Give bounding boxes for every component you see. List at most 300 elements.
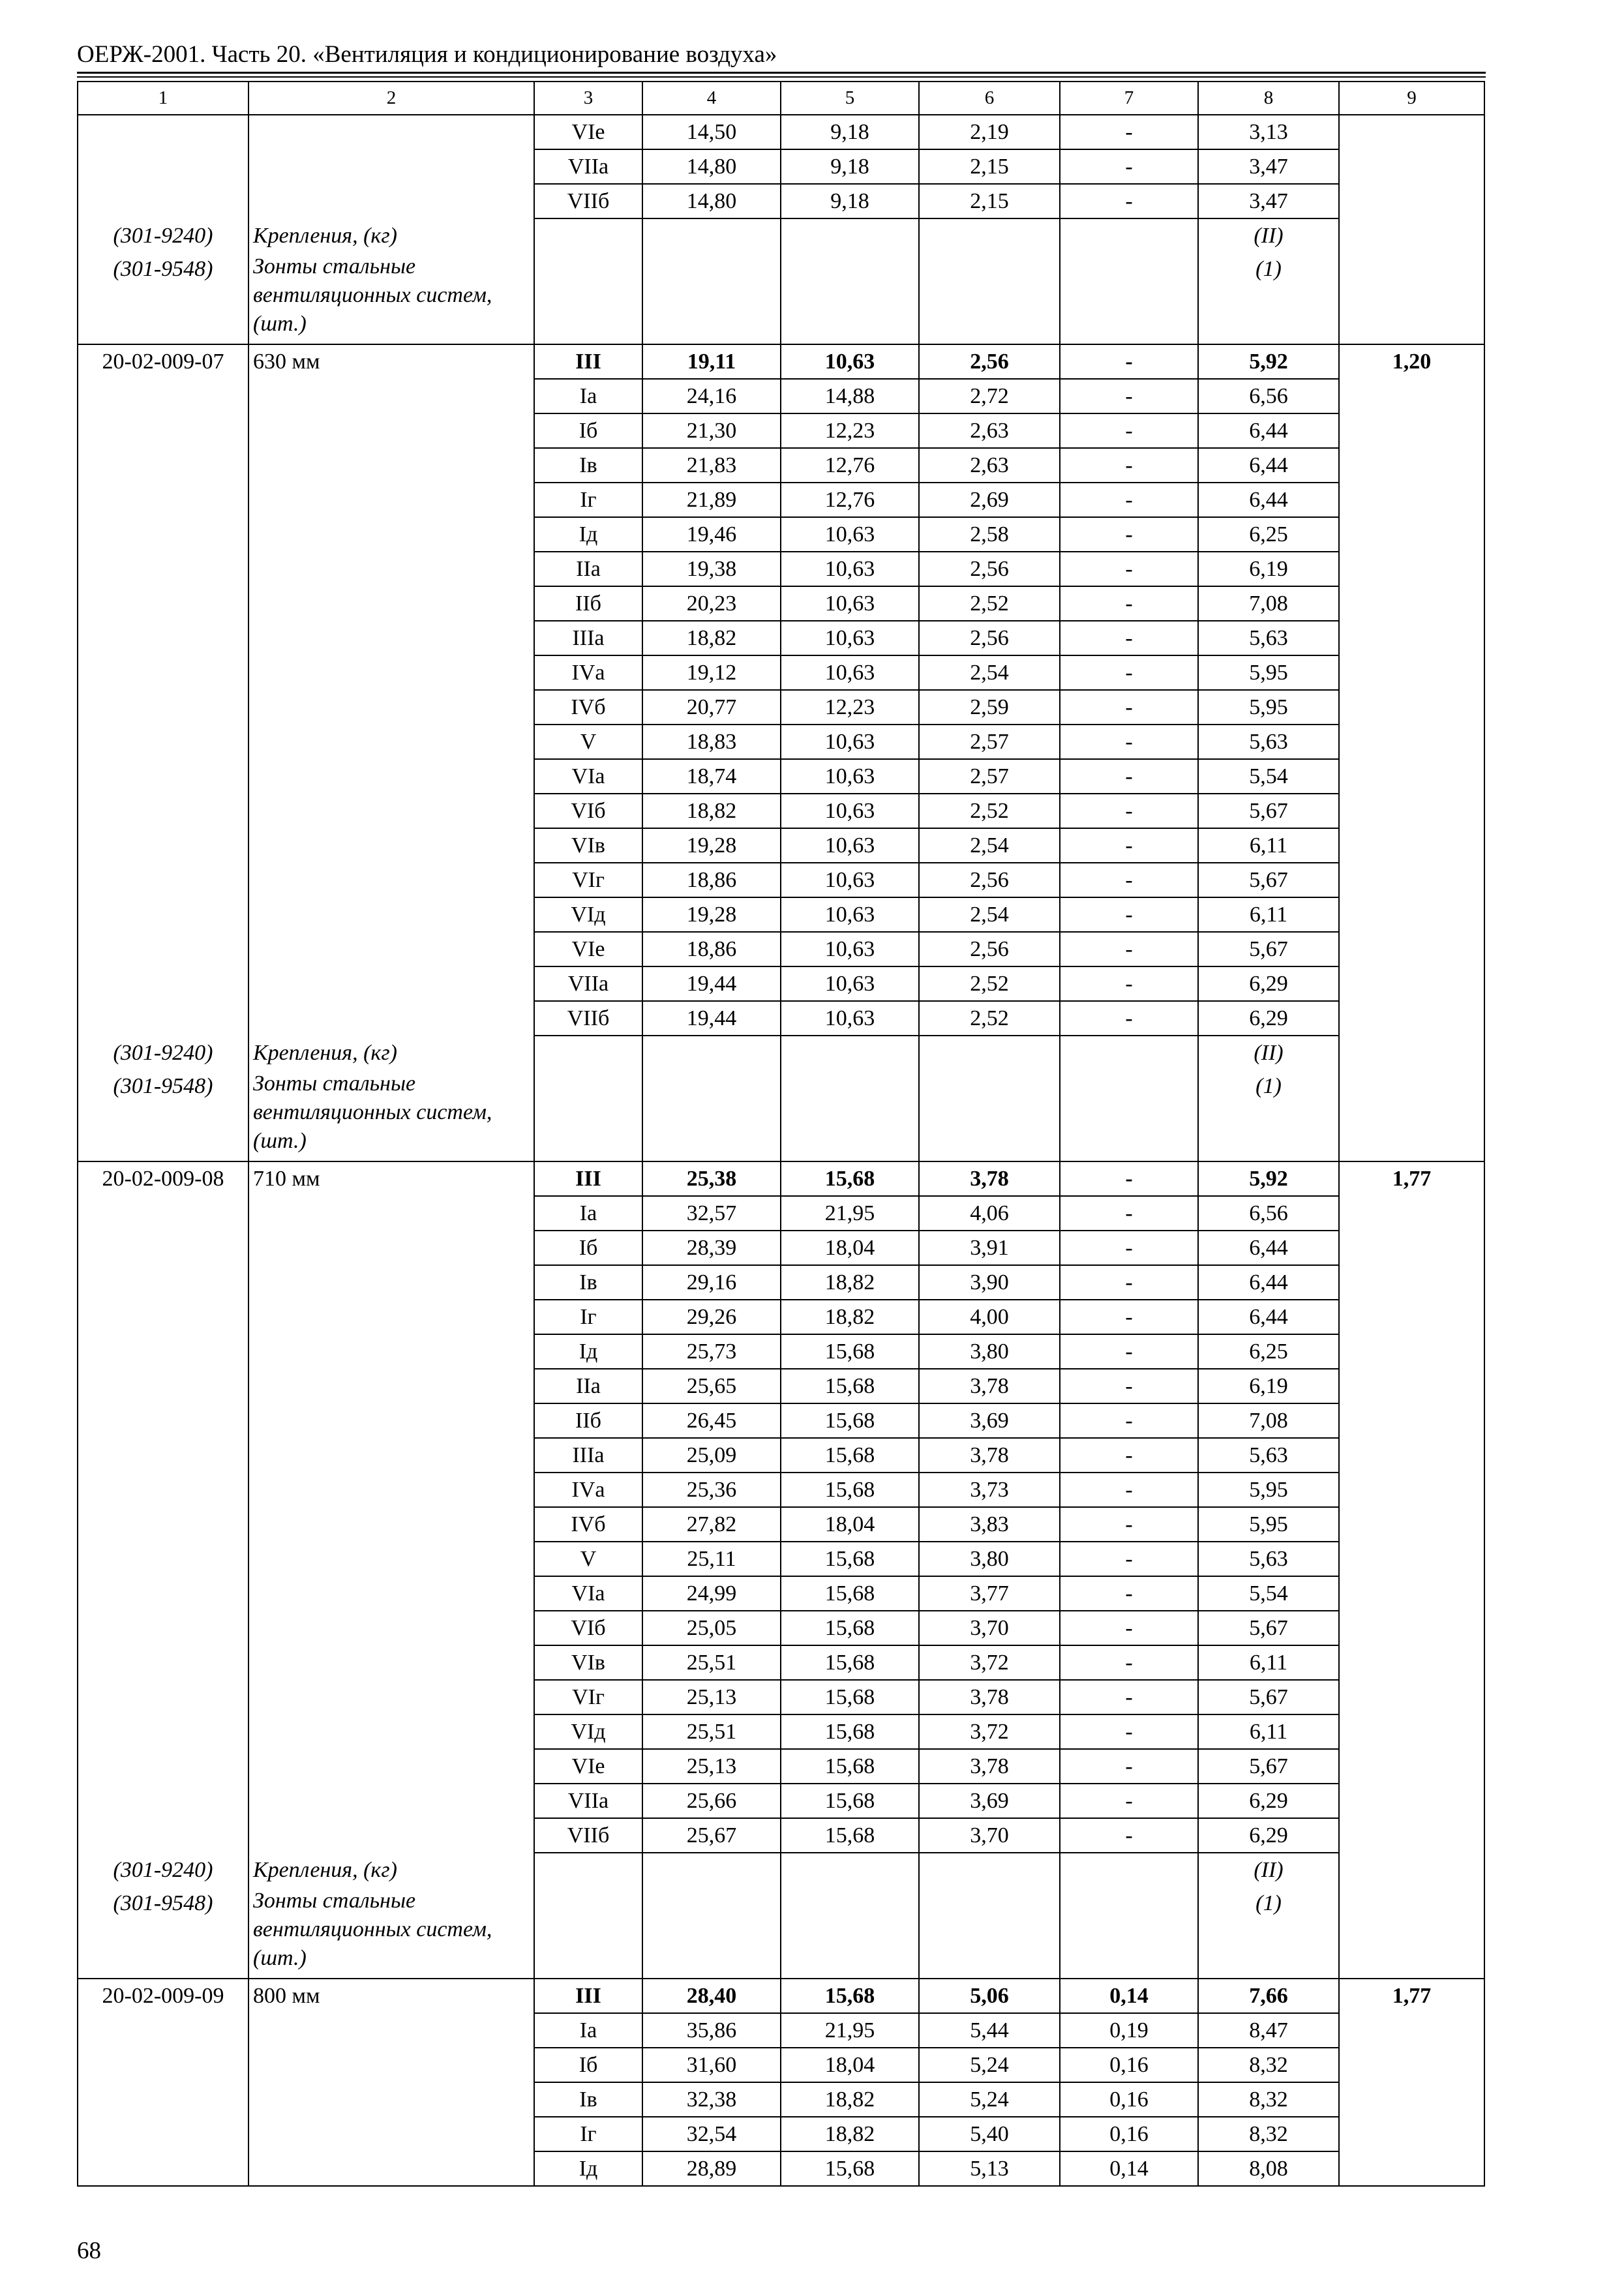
resource-name: Зонты стальные вентиляционных систем, (шт.) bbox=[253, 1889, 492, 1970]
value-cell: 3,83 bbox=[919, 1507, 1060, 1542]
value-cell: 2,15 bbox=[919, 149, 1060, 184]
value-cell: 5,54 bbox=[1198, 1576, 1339, 1611]
value-cell: 9,18 bbox=[781, 149, 919, 184]
zone-cell: VIг bbox=[534, 1680, 642, 1714]
zone-cell: VIа bbox=[534, 1576, 642, 1611]
zone-cell: Iб bbox=[534, 2048, 642, 2082]
zone-cell: V bbox=[534, 1542, 642, 1576]
zone-cell: VIIа bbox=[534, 1784, 642, 1818]
value-cell: 2,56 bbox=[919, 552, 1060, 586]
value-cell: 6,44 bbox=[1198, 1231, 1339, 1265]
zone-cell: IVб bbox=[534, 1507, 642, 1542]
value-cell: 3,69 bbox=[919, 1403, 1060, 1438]
resource-mark: (II) bbox=[1198, 1036, 1339, 1070]
value-cell: 15,68 bbox=[781, 1403, 919, 1438]
value-cell: - bbox=[1060, 1611, 1198, 1645]
empty-cell bbox=[642, 1887, 781, 1979]
value-cell: 0,14 bbox=[1060, 2151, 1198, 2186]
empty-cell bbox=[781, 1853, 919, 1887]
value-cell: 2,15 bbox=[919, 184, 1060, 218]
value-cell: - bbox=[1060, 828, 1198, 863]
value-cell: 32,57 bbox=[642, 1196, 781, 1231]
value-cell: 18,86 bbox=[642, 863, 781, 897]
zone-cell: Iг bbox=[534, 2117, 642, 2151]
value-cell: 5,24 bbox=[919, 2048, 1060, 2082]
zone-cell: VIв bbox=[534, 1645, 642, 1680]
value-cell: 6,11 bbox=[1198, 1645, 1339, 1680]
value-cell: 6,29 bbox=[1198, 1001, 1339, 1036]
value-cell: 29,16 bbox=[642, 1265, 781, 1300]
value-cell: - bbox=[1060, 1749, 1198, 1784]
value-cell: 3,13 bbox=[1198, 115, 1339, 149]
value-cell: 5,67 bbox=[1198, 932, 1339, 966]
value-cell: 25,51 bbox=[642, 1714, 781, 1749]
zone-cell: VIд bbox=[534, 1714, 642, 1749]
value-cell: 15,68 bbox=[781, 1611, 919, 1645]
empty-cell bbox=[534, 218, 642, 252]
zone-cell: Iг bbox=[534, 1300, 642, 1334]
column-number: 6 bbox=[919, 82, 1060, 115]
value-cell: 15,68 bbox=[781, 1542, 919, 1576]
value-cell: 19,11 bbox=[642, 344, 781, 379]
zone-cell: VIе bbox=[534, 115, 642, 149]
value-cell: 18,82 bbox=[642, 794, 781, 828]
value-cell: 2,63 bbox=[919, 413, 1060, 448]
value-cell: 3,70 bbox=[919, 1611, 1060, 1645]
value-cell: 15,68 bbox=[781, 1645, 919, 1680]
resource-mark: (1) bbox=[1198, 1070, 1339, 1161]
value-cell: - bbox=[1060, 552, 1198, 586]
zone-cell: IIа bbox=[534, 552, 642, 586]
column-number: 8 bbox=[1198, 82, 1339, 115]
factor-cell: 1,77 bbox=[1339, 1161, 1484, 1979]
value-cell: 2,52 bbox=[919, 1001, 1060, 1036]
value-cell: - bbox=[1060, 1231, 1198, 1265]
value-cell: 15,68 bbox=[781, 2151, 919, 2186]
factor-cell: 1,77 bbox=[1339, 1979, 1484, 2186]
value-cell: - bbox=[1060, 413, 1198, 448]
value-cell: 25,13 bbox=[642, 1680, 781, 1714]
value-cell: 10,63 bbox=[781, 932, 919, 966]
value-cell: - bbox=[1060, 1473, 1198, 1507]
value-cell: 25,05 bbox=[642, 1611, 781, 1645]
value-cell: 6,19 bbox=[1198, 552, 1339, 586]
value-cell: - bbox=[1060, 149, 1198, 184]
value-cell: 25,13 bbox=[642, 1749, 781, 1784]
value-cell: 15,68 bbox=[781, 1369, 919, 1403]
value-cell: 6,44 bbox=[1198, 1265, 1339, 1300]
value-cell: 10,63 bbox=[781, 517, 919, 552]
zone-cell: III bbox=[534, 344, 642, 379]
value-cell: 2,56 bbox=[919, 932, 1060, 966]
table-row bbox=[78, 1161, 1484, 1196]
empty-cell bbox=[642, 1036, 781, 1070]
rates-table-body bbox=[78, 82, 1484, 2186]
value-cell: - bbox=[1060, 1645, 1198, 1680]
value-cell: 15,68 bbox=[781, 1334, 919, 1369]
zone-cell: VIIб bbox=[534, 184, 642, 218]
value-cell: - bbox=[1060, 863, 1198, 897]
value-cell: 35,86 bbox=[642, 2013, 781, 2048]
column-number: 3 bbox=[534, 82, 642, 115]
value-cell: 6,44 bbox=[1198, 483, 1339, 517]
value-cell: - bbox=[1060, 1196, 1198, 1231]
value-cell: 15,68 bbox=[781, 1438, 919, 1473]
value-cell: - bbox=[1060, 690, 1198, 725]
value-cell: - bbox=[1060, 932, 1198, 966]
value-cell: 20,77 bbox=[642, 690, 781, 725]
empty-cell bbox=[642, 1070, 781, 1161]
value-cell: 15,68 bbox=[781, 1680, 919, 1714]
value-cell: 2,72 bbox=[919, 379, 1060, 413]
value-cell: 6,11 bbox=[1198, 1714, 1339, 1749]
zone-cell: Iд bbox=[534, 517, 642, 552]
value-cell: 25,09 bbox=[642, 1438, 781, 1473]
value-cell: 5,67 bbox=[1198, 1680, 1339, 1714]
value-cell: 0,16 bbox=[1060, 2117, 1198, 2151]
resource-mark: (II) bbox=[1198, 1853, 1339, 1887]
value-cell: 10,63 bbox=[781, 552, 919, 586]
resource-mark: (II) bbox=[1198, 218, 1339, 252]
resource-name: Крепления, (кг) bbox=[253, 1041, 397, 1065]
zone-cell: VIа bbox=[534, 759, 642, 794]
value-cell: 15,68 bbox=[781, 1714, 919, 1749]
resource-name-list bbox=[253, 1853, 530, 1975]
value-cell: - bbox=[1060, 1369, 1198, 1403]
resource-name: Крепления, (кг) bbox=[253, 1858, 397, 1882]
resource-code-list bbox=[78, 1036, 248, 1161]
value-cell: 3,47 bbox=[1198, 184, 1339, 218]
value-cell: 5,63 bbox=[1198, 621, 1339, 655]
empty-cell bbox=[534, 1853, 642, 1887]
value-cell: 5,54 bbox=[1198, 759, 1339, 794]
empty-cell bbox=[1060, 1853, 1198, 1887]
value-cell: 5,67 bbox=[1198, 863, 1339, 897]
value-cell: 2,57 bbox=[919, 725, 1060, 759]
empty-cell bbox=[534, 1070, 642, 1161]
value-cell: 6,44 bbox=[1198, 1300, 1339, 1334]
zone-cell: IIб bbox=[534, 586, 642, 621]
header-rule-thin bbox=[77, 76, 1486, 78]
value-cell: 15,68 bbox=[781, 1473, 919, 1507]
value-cell: 24,16 bbox=[642, 379, 781, 413]
column-number: 5 bbox=[781, 82, 919, 115]
value-cell: 8,08 bbox=[1198, 2151, 1339, 2186]
resource-name: Зонты стальные вентиляционных систем, (шт.) bbox=[253, 1071, 492, 1153]
zone-cell: IIIа bbox=[534, 621, 642, 655]
value-cell: 5,06 bbox=[919, 1979, 1060, 2013]
value-cell: 25,65 bbox=[642, 1369, 781, 1403]
empty-cell bbox=[1060, 1070, 1198, 1161]
value-cell: 12,76 bbox=[781, 448, 919, 483]
value-cell: 10,63 bbox=[781, 828, 919, 863]
value-cell: 3,80 bbox=[919, 1334, 1060, 1369]
value-cell: 19,44 bbox=[642, 966, 781, 1001]
zone-cell: VIIб bbox=[534, 1818, 642, 1853]
value-cell: 10,63 bbox=[781, 344, 919, 379]
value-cell: 3,78 bbox=[919, 1680, 1060, 1714]
column-number: 4 bbox=[642, 82, 781, 115]
zone-cell: IVа bbox=[534, 655, 642, 690]
value-cell: 4,00 bbox=[919, 1300, 1060, 1334]
zone-cell: Iд bbox=[534, 1334, 642, 1369]
value-cell: 3,78 bbox=[919, 1749, 1060, 1784]
value-cell: 0,16 bbox=[1060, 2082, 1198, 2117]
resource-name: Крепления, (кг) bbox=[253, 224, 397, 248]
zone-cell: VIв bbox=[534, 828, 642, 863]
zone-cell: VIIа bbox=[534, 149, 642, 184]
empty-cell bbox=[781, 252, 919, 344]
value-cell: 25,38 bbox=[642, 1161, 781, 1196]
zone-cell: Iа bbox=[534, 1196, 642, 1231]
value-cell: 3,72 bbox=[919, 1645, 1060, 1680]
value-cell: 8,32 bbox=[1198, 2117, 1339, 2151]
value-cell: 26,45 bbox=[642, 1403, 781, 1438]
value-cell: 15,68 bbox=[781, 1576, 919, 1611]
value-cell: 3,78 bbox=[919, 1438, 1060, 1473]
value-cell: - bbox=[1060, 759, 1198, 794]
empty-cell bbox=[642, 1853, 781, 1887]
value-cell: 18,82 bbox=[642, 621, 781, 655]
value-cell: 18,82 bbox=[781, 2117, 919, 2151]
value-cell: 2,56 bbox=[919, 863, 1060, 897]
resource-code: (301-9548) bbox=[113, 1891, 213, 1915]
code-cell: 20-02-009-07 (301-9240) (301-9548) bbox=[78, 344, 248, 1161]
value-cell: - bbox=[1060, 1576, 1198, 1611]
zone-cell: V bbox=[534, 725, 642, 759]
value-cell: 10,63 bbox=[781, 725, 919, 759]
zone-cell: IVа bbox=[534, 1473, 642, 1507]
value-cell: - bbox=[1060, 1680, 1198, 1714]
value-cell: 10,63 bbox=[781, 794, 919, 828]
value-cell: 6,11 bbox=[1198, 828, 1339, 863]
value-cell: 2,63 bbox=[919, 448, 1060, 483]
table-row bbox=[78, 115, 1484, 149]
value-cell: - bbox=[1060, 1438, 1198, 1473]
zone-cell: Iа bbox=[534, 379, 642, 413]
value-cell: 21,89 bbox=[642, 483, 781, 517]
value-cell: 9,18 bbox=[781, 184, 919, 218]
value-cell: - bbox=[1060, 344, 1198, 379]
value-cell: 5,67 bbox=[1198, 794, 1339, 828]
value-cell: - bbox=[1060, 725, 1198, 759]
zone-cell: VIд bbox=[534, 897, 642, 932]
value-cell: 14,80 bbox=[642, 184, 781, 218]
value-cell: 3,69 bbox=[919, 1784, 1060, 1818]
value-cell: 25,11 bbox=[642, 1542, 781, 1576]
value-cell: - bbox=[1060, 1334, 1198, 1369]
value-cell: 5,63 bbox=[1198, 1542, 1339, 1576]
value-cell: 18,82 bbox=[781, 2082, 919, 2117]
value-cell: 5,40 bbox=[919, 2117, 1060, 2151]
value-cell: 2,58 bbox=[919, 517, 1060, 552]
value-cell: 10,63 bbox=[781, 655, 919, 690]
zone-cell: IVб bbox=[534, 690, 642, 725]
value-cell: 5,63 bbox=[1198, 725, 1339, 759]
rates-table bbox=[77, 81, 1485, 2187]
value-cell: 5,13 bbox=[919, 2151, 1060, 2186]
value-cell: 6,44 bbox=[1198, 448, 1339, 483]
value-cell: 8,47 bbox=[1198, 2013, 1339, 2048]
value-cell: 5,67 bbox=[1198, 1611, 1339, 1645]
value-cell: 2,54 bbox=[919, 897, 1060, 932]
value-cell: 7,66 bbox=[1198, 1979, 1339, 2013]
value-cell: 2,54 bbox=[919, 828, 1060, 863]
zone-cell: Iв bbox=[534, 2082, 642, 2117]
value-cell: 7,08 bbox=[1198, 586, 1339, 621]
page-number: 68 bbox=[77, 2237, 101, 2264]
value-cell: 6,19 bbox=[1198, 1369, 1339, 1403]
value-cell: 3,70 bbox=[919, 1818, 1060, 1853]
zone-cell: IIа bbox=[534, 1369, 642, 1403]
empty-cell bbox=[642, 218, 781, 252]
value-cell: 5,95 bbox=[1198, 655, 1339, 690]
value-cell: 2,56 bbox=[919, 621, 1060, 655]
value-cell: 14,88 bbox=[781, 379, 919, 413]
value-cell: - bbox=[1060, 1265, 1198, 1300]
column-number: 9 bbox=[1339, 82, 1484, 115]
value-cell: 15,68 bbox=[781, 1749, 919, 1784]
empty-cell bbox=[919, 1887, 1060, 1979]
value-cell: 5,92 bbox=[1198, 344, 1339, 379]
value-cell: 3,91 bbox=[919, 1231, 1060, 1265]
value-cell: 25,67 bbox=[642, 1818, 781, 1853]
value-cell: 19,46 bbox=[642, 517, 781, 552]
value-cell: 4,06 bbox=[919, 1196, 1060, 1231]
header-rule bbox=[77, 72, 1486, 74]
empty-cell bbox=[534, 1036, 642, 1070]
value-cell: 2,57 bbox=[919, 759, 1060, 794]
resource-code: (301-9548) bbox=[113, 1074, 213, 1098]
name-cell bbox=[248, 115, 534, 344]
value-cell: 20,23 bbox=[642, 586, 781, 621]
value-cell: 31,60 bbox=[642, 2048, 781, 2082]
value-cell: 3,90 bbox=[919, 1265, 1060, 1300]
value-cell: 25,66 bbox=[642, 1784, 781, 1818]
resource-code: (301-9548) bbox=[113, 257, 213, 281]
value-cell: 18,04 bbox=[781, 1231, 919, 1265]
value-cell: 21,83 bbox=[642, 448, 781, 483]
value-cell: 2,52 bbox=[919, 586, 1060, 621]
value-cell: 18,82 bbox=[781, 1300, 919, 1334]
value-cell: 28,40 bbox=[642, 1979, 781, 2013]
empty-cell bbox=[1060, 1887, 1198, 1979]
value-cell: - bbox=[1060, 586, 1198, 621]
value-cell: 3,78 bbox=[919, 1369, 1060, 1403]
value-cell: 12,76 bbox=[781, 483, 919, 517]
value-cell: 14,50 bbox=[642, 115, 781, 149]
value-cell: 10,63 bbox=[781, 966, 919, 1001]
value-cell: 15,68 bbox=[781, 1979, 919, 2013]
value-cell: 18,04 bbox=[781, 1507, 919, 1542]
value-cell: 27,82 bbox=[642, 1507, 781, 1542]
value-cell: 24,99 bbox=[642, 1576, 781, 1611]
value-cell: 6,11 bbox=[1198, 897, 1339, 932]
empty-cell bbox=[919, 1070, 1060, 1161]
value-cell: - bbox=[1060, 655, 1198, 690]
column-number-row bbox=[78, 82, 1484, 115]
value-cell: 12,23 bbox=[781, 413, 919, 448]
value-cell: 18,86 bbox=[642, 932, 781, 966]
value-cell: 28,39 bbox=[642, 1231, 781, 1265]
value-cell: 3,78 bbox=[919, 1161, 1060, 1196]
value-cell: 15,68 bbox=[781, 1784, 919, 1818]
empty-cell bbox=[534, 252, 642, 344]
empty-cell bbox=[642, 252, 781, 344]
value-cell: 5,95 bbox=[1198, 1507, 1339, 1542]
value-cell: 2,19 bbox=[919, 115, 1060, 149]
value-cell: 5,95 bbox=[1198, 690, 1339, 725]
value-cell: 5,92 bbox=[1198, 1161, 1339, 1196]
factor-cell bbox=[1339, 115, 1484, 344]
value-cell: 6,25 bbox=[1198, 1334, 1339, 1369]
value-cell: - bbox=[1060, 184, 1198, 218]
value-cell: 10,63 bbox=[781, 586, 919, 621]
empty-cell bbox=[919, 1853, 1060, 1887]
table-row bbox=[78, 344, 1484, 379]
resource-code-list bbox=[78, 1853, 248, 1978]
value-cell: 2,52 bbox=[919, 966, 1060, 1001]
name-cell: 630 мм Крепления, (кг) Зонты стальные вентиляционных систем, (шт.) bbox=[248, 344, 534, 1161]
empty-cell bbox=[919, 1036, 1060, 1070]
value-cell: - bbox=[1060, 1403, 1198, 1438]
value-cell: - bbox=[1060, 1784, 1198, 1818]
value-cell: 2,69 bbox=[919, 483, 1060, 517]
value-cell: - bbox=[1060, 1300, 1198, 1334]
value-cell: 15,68 bbox=[781, 1818, 919, 1853]
empty-cell bbox=[781, 1070, 919, 1161]
empty-cell bbox=[781, 1887, 919, 1979]
code-cell: 20-02-009-09 bbox=[78, 1979, 248, 2186]
value-cell: 10,63 bbox=[781, 1001, 919, 1036]
value-cell: 6,29 bbox=[1198, 966, 1339, 1001]
zone-cell: VIе bbox=[534, 1749, 642, 1784]
value-cell: 19,44 bbox=[642, 1001, 781, 1036]
value-cell: 0,16 bbox=[1060, 2048, 1198, 2082]
value-cell: - bbox=[1060, 966, 1198, 1001]
value-cell: 6,29 bbox=[1198, 1818, 1339, 1853]
resource-mark: (1) bbox=[1198, 252, 1339, 344]
zone-cell: Iб bbox=[534, 413, 642, 448]
zone-cell: Iв bbox=[534, 448, 642, 483]
empty-cell bbox=[919, 218, 1060, 252]
value-cell: - bbox=[1060, 1542, 1198, 1576]
value-cell: - bbox=[1060, 115, 1198, 149]
value-cell: 19,28 bbox=[642, 897, 781, 932]
value-cell: 0,19 bbox=[1060, 2013, 1198, 2048]
zone-cell: VIг bbox=[534, 863, 642, 897]
value-cell: - bbox=[1060, 1818, 1198, 1853]
value-cell: - bbox=[1060, 379, 1198, 413]
value-cell: 21,95 bbox=[781, 2013, 919, 2048]
value-cell: 29,26 bbox=[642, 1300, 781, 1334]
value-cell: - bbox=[1060, 448, 1198, 483]
zone-cell: VIб bbox=[534, 794, 642, 828]
value-cell: 6,56 bbox=[1198, 1196, 1339, 1231]
value-cell: - bbox=[1060, 621, 1198, 655]
value-cell: 6,56 bbox=[1198, 379, 1339, 413]
value-cell: 14,80 bbox=[642, 149, 781, 184]
value-cell: 6,25 bbox=[1198, 517, 1339, 552]
table-row bbox=[78, 1979, 1484, 2013]
value-cell: - bbox=[1060, 897, 1198, 932]
zone-cell: VIIб bbox=[534, 1001, 642, 1036]
value-cell: 10,63 bbox=[781, 897, 919, 932]
empty-cell bbox=[1060, 252, 1198, 344]
resource-name-list bbox=[253, 219, 530, 341]
zone-cell: III bbox=[534, 1979, 642, 2013]
value-cell: 21,95 bbox=[781, 1196, 919, 1231]
